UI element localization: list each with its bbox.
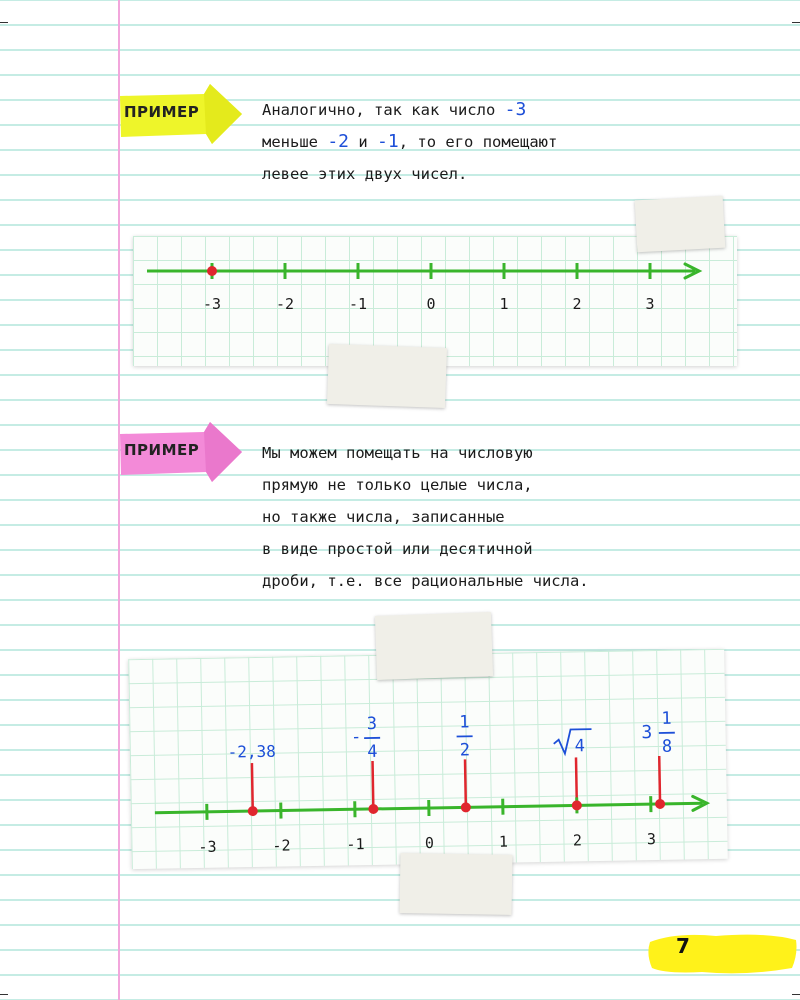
point-marker	[655, 799, 665, 809]
fraction-numerator: 3	[366, 713, 378, 735]
example-tag-label: ПРИМЕР	[124, 103, 200, 121]
fraction-denominator: 2	[459, 740, 471, 761]
point-stem	[252, 763, 253, 809]
tick-label: -1	[348, 295, 368, 313]
text-line: дроби, т.е. все рациональные числа.	[262, 572, 589, 590]
point-stem	[373, 761, 374, 807]
fraction-numerator: 1	[661, 708, 672, 729]
text-fragment: и	[349, 133, 378, 151]
fraction-denominator: 8	[661, 736, 673, 757]
point-stem	[465, 759, 466, 805]
point-label-group	[227, 709, 675, 765]
point-marker	[248, 806, 258, 816]
text-line: прямую не только целые числа,	[262, 476, 533, 494]
point-marker	[461, 802, 471, 812]
example-tag-label: ПРИМЕР	[124, 441, 200, 459]
page-number: 7	[676, 934, 690, 958]
point-stem-group	[252, 756, 660, 809]
tick-label: 1	[499, 295, 509, 313]
tick-label: -1	[346, 835, 365, 854]
crop-mark	[792, 994, 800, 995]
number-line-card-2	[128, 649, 728, 869]
text-line	[262, 126, 557, 158]
text-fragment: левее этих двух чисел.	[262, 165, 468, 183]
radicand-value: 4	[574, 736, 586, 757]
example-tag-2	[118, 420, 246, 488]
number-highlight: -2	[327, 131, 350, 152]
number-line-2	[128, 649, 728, 869]
tick-group	[207, 796, 651, 820]
crop-mark	[0, 994, 8, 995]
tick-label: -2	[272, 836, 291, 855]
tick-label: -3	[198, 837, 217, 857]
text-fragment: , то его помещают	[398, 133, 558, 151]
number-highlight: -3	[504, 99, 527, 120]
tick-label: 0	[426, 295, 436, 313]
point-stem	[659, 756, 660, 802]
tick-label-group	[203, 295, 655, 313]
tick-label: 3	[645, 295, 655, 313]
crop-mark	[792, 22, 800, 23]
text-line: Мы можем помещать на числовую	[262, 444, 533, 462]
number-line-1	[133, 236, 737, 366]
point-marker	[572, 800, 582, 810]
text-line: но также числа, записанные	[262, 508, 505, 526]
example1-text	[262, 94, 557, 190]
number-line-card-1	[133, 236, 737, 366]
tick-label: -3	[202, 295, 222, 313]
tick-label: -2	[275, 295, 295, 313]
tape-strip	[635, 196, 726, 253]
margin-line	[118, 0, 120, 1000]
fraction-numerator: 1	[459, 712, 470, 733]
page-number-highlight	[646, 928, 800, 978]
point-marker	[368, 804, 378, 814]
tick-label: 0	[424, 833, 435, 853]
tape-strip	[375, 612, 493, 680]
tick-label: 2	[572, 831, 583, 850]
text-line	[262, 94, 557, 126]
point-group	[207, 266, 217, 276]
tick-label: 2	[572, 295, 582, 313]
example2-text	[262, 437, 589, 597]
tick-label: 1	[498, 832, 509, 851]
text-fragment: меньше	[262, 133, 328, 151]
fraction-denominator: 4	[367, 741, 378, 763]
point-label: -2,38	[227, 741, 276, 762]
point-marker	[207, 266, 217, 276]
tick-label-group	[198, 830, 656, 856]
fraction-whole: 3	[641, 722, 653, 744]
text-fragment: Аналогично, так как число	[262, 101, 505, 119]
text-line	[262, 158, 557, 190]
number-highlight: -1	[377, 131, 399, 152]
crop-mark	[0, 22, 8, 23]
example-tag-1	[118, 82, 246, 150]
sqrt-sign-icon	[554, 729, 592, 757]
fraction-sign: -	[350, 727, 362, 748]
tick-label: 3	[646, 830, 657, 849]
text-line: в виде простой или десятичной	[262, 540, 533, 558]
tape-strip	[399, 853, 512, 915]
tape-strip	[327, 344, 447, 408]
point-stem	[576, 757, 577, 803]
